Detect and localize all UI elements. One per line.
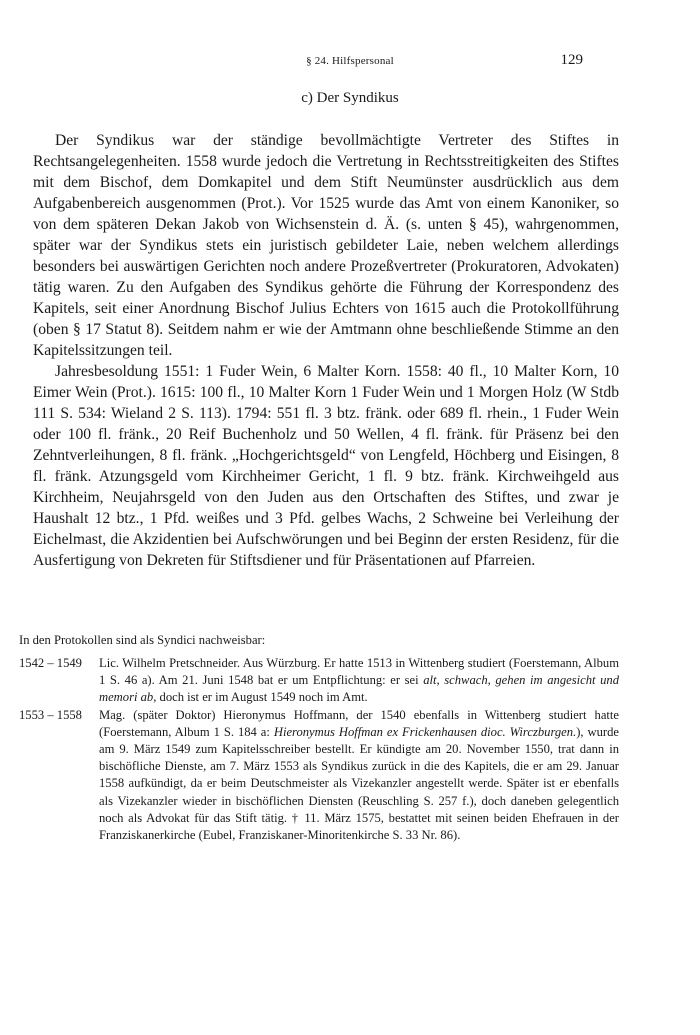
paragraph: Jahresbesoldung 1551: 1 Fuder Wein, 6 Malter Korn. 1558: 40 fl., 10 Malter Korn, 10 Eimer Wein (Prot.). 1615: 100 fl., 10 Malter Korn 1 Fuder Wein und 1 Morgen Holz (W Stdb 111 S. 534: Wieland 2 S. 113). 1794: 551 fl. 3 btz. fränk. oder 689 fl. rhein., 1 Fuder Wein oder 100 fl. fränk., 20 Reif Buchenholz und 50 Wellen, 4 fl. fränk. für Präsenz bei den Zehntverleihungen, 8 fl. fränk. „Hochgerichtsgeld“ von Lengfeld, Höchberg und Eisingen, 8 fl. fränk. Atzungsgeld vom Kirchheimer Gericht, 1 fl. 9 btz. fränk. Kirchweihgeld aus Kirchheim, Neujahrsgeld von den Juden aus den Ortschaften des Stiftes, und zwar je Haushalt 12 btz., 1 Pfd. weißes und 3 Pfd. gelbes Wachs, 2 Schweine bei Verleihung der Eichelmast, die Akzidentien bei Aufschwörungen und bei Beginn der ersten Residenz, für die Ausfertigung von Dekreten für Stiftsdiener und für Präsentationen auf Pfarreien. <box>33 363 619 569</box>
entry-text-part: Lic. Wilhelm Pretschneider. Aus Würzburg. Er hatte 1513 in Wittenberg studiert (Foerstemann, Album 1 S. 46 a). Am 21. Juni 1548 bat er um Entpflichtung: er sei <box>99 656 619 688</box>
list-item <box>19 707 619 845</box>
entry-text <box>99 707 619 845</box>
entry-text-part: , doch ist er im August 1549 noch im Amt. <box>153 690 368 705</box>
entry-text-part: ), wurde am 9. März 1549 zum Kapitelsschreiber bestellt. Er kündigte am 20. November 1550, trat dann in bischöfliche Dienste, am 7. März 1553 als Syndikus zurück in die des Kapitels, die er am 29. Januar 1558 aufkündigt, da er beim Deutschmeister als Vizekanzler angestellt werde. Später ist er ebenfalls als Vizekanzler wieder in bischöflichen Diensten (Reuschling S. 257 f.), doch daneben gelegentlich noch als Advokat für das Stift tätig. † 11. März 1575, bestattet mit seinen beiden Ehefrauen in der Franziskanerkirche (Eubel, Franziskaner-Minoritenkirche S. 33 Nr. 86). <box>99 724 619 843</box>
page-number: 129 <box>560 52 583 68</box>
syndici-list <box>19 655 619 844</box>
body-text <box>33 130 619 571</box>
entry-quote: alt, schwach, gehen im angesicht und memori ab <box>99 673 619 705</box>
list-intro: In den Protokollen sind als Syndici nachweisbar: <box>19 633 266 647</box>
running-title: § 24. Hilfspersonal <box>306 55 394 67</box>
section-heading: c) Der Syndikus <box>301 90 399 106</box>
running-head <box>0 52 700 72</box>
entry-years: 1553 – 1558 <box>19 707 82 722</box>
list-item <box>19 655 619 707</box>
entry-years: 1542 – 1549 <box>19 656 82 670</box>
entry-text-part: Mag. (später Doktor) Hieronymus Hoffmann, der 1540 ebenfalls in Wittenberg studiert hatte (Foerstemann, Album 1 S. 184 a: <box>99 707 619 739</box>
entry-quote: Hieronymus Hoffman ex Frickenhausen dioc. Wirczburgen. <box>273 724 577 739</box>
entry-text <box>99 655 619 707</box>
paragraph: Der Syndikus war der ständige bevollmächtigte Vertreter des Stiftes in Rechtsangelegenheiten. 1558 wurde jedoch die Vertretung in Rechtsstreitigkeiten des Stiftes mit dem Bischof, dem Domkapitel und dem Stift Neumünster ausdrücklich aus dem Aufgabenbereich ausgenommen (Prot.). Vor 1525 wurde das Amt von einem Kanoniker, so von dem späteren Dekan Jakob von Wichsenstein d. Ä. (s. unten § 45), wahrgenommen, später war der Syndikus stets ein juristisch gebildeter Laie, neben welchem allerdings besonders bei auswärtigen Gerichten noch andere Prozeßvertreter (Prokuratoren, Advokaten) tätig waren. Zu den Aufgaben des Syndikus gehörte die Führung der Korrespondenz des Kapitels, seit einer Anordnung Bischof Julius Echters von 1615 auch die Protokollführung (oben § 17 Statut 8). Seitdem nahm er wie der Amtmann ohne beschließende Stimme an den Kapitelssitzungen teil. <box>33 132 619 359</box>
